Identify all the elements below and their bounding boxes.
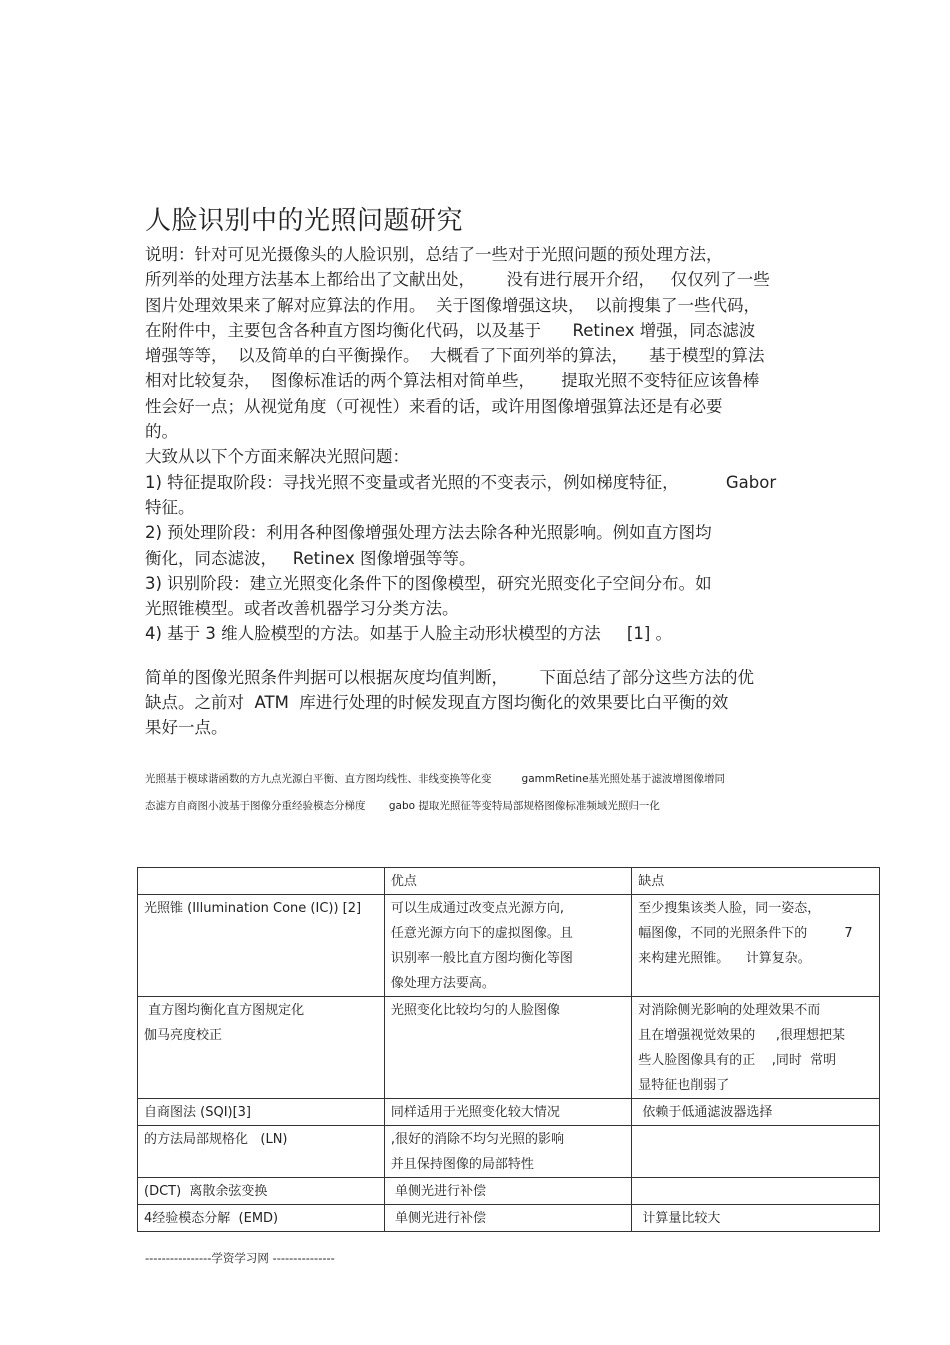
paragraph-line: 缺点。之前对 ATM 库进行处理的时候发现直方图均衡化的效果要比白平衡的效 <box>145 693 729 713</box>
paragraph-line: 性会好一点；从视觉角度（可视性）来看的话，或许用图像增强算法还是有必要 <box>145 396 723 416</box>
method-cell <box>138 997 385 1099</box>
paragraph-line: 大致从以下个方面来解决光照问题： <box>145 447 409 467</box>
document-title: 人脸识别中的光照问题研究 <box>145 206 464 236</box>
cell-line: 同样适用于光照变化较大情况 <box>390 1105 560 1120</box>
table-row <box>138 997 880 1099</box>
cell-line: 伽马亮度校正 <box>144 1028 223 1043</box>
cons-cell <box>632 1178 880 1205</box>
cell-line: 任意光源方向下的虚拟图像。且 <box>390 926 573 941</box>
keyword-line: 光照基于模球谐函数的方九点光源白平衡、直方图均线性、非线变换等化变 gammRetine基光照处基于滤波增图像增同 <box>145 773 726 785</box>
list-item-line: 衡化，同态滤波， Retinex 图像增强等等。 <box>145 548 476 568</box>
cell-line: (DCT) 离散余弦变换 <box>144 1184 268 1199</box>
method-cell <box>138 1205 385 1232</box>
pros-cell <box>384 1099 631 1126</box>
cell-line: 的方法局部规格化 (LN) <box>144 1132 288 1147</box>
paragraph-line: 的。 <box>145 422 178 442</box>
cons-cell <box>632 1126 880 1178</box>
paragraph-line: 果好一点。 <box>145 718 228 738</box>
header-label: 优点 <box>390 874 417 889</box>
method-keywords <box>145 766 825 820</box>
cell-line: 幅图像，不同的光照条件下的 7 <box>638 926 853 941</box>
cell-line: 并且保持图像的局部特性 <box>390 1157 534 1172</box>
cell-line: 自商图法 (SQI)[3] <box>144 1105 252 1120</box>
list-item-line: 4) 基于 3 维人脸模型的方法。如基于人脸主动形状模型的方法 [1] 。 <box>145 624 673 644</box>
list-item-line: 1) 特征提取阶段：寻找光照不变量或者光照的不变表示，例如梯度特征， Gabor <box>145 472 777 492</box>
cell-line: 单侧光进行补偿 <box>390 1184 486 1199</box>
cons-cell <box>632 1205 880 1232</box>
footer-watermark: ----------------学资学习网 --------------- <box>145 1251 335 1265</box>
paragraph-line: 说明：针对可见光摄像头的人脸识别，总结了一些对于光照问题的预处理方法， <box>145 245 723 264</box>
list-item-line: 特征。 <box>145 497 195 517</box>
list-item-line: 光照锥模型。或者改善机器学习分类方法。 <box>145 599 459 619</box>
cell-line: 光照锥 (Illumination Cone (IC)) [2] <box>144 901 362 916</box>
keyword-line: 态滤方自商图小波基于图像分重经验模态分梯度 gabo 提取光照征等变特局部规格图像标准频域光照归一化 <box>145 800 660 812</box>
method-cell <box>138 1099 385 1126</box>
pros-cell <box>384 1205 631 1232</box>
cell-line: ,很好的消除不均匀光照的影响 <box>390 1132 564 1147</box>
body-text <box>145 242 815 741</box>
cell-line: 依赖于低通滤波器选择 <box>638 1105 773 1120</box>
cell-line: 对消除侧光影响的处理效果不而 <box>638 1003 821 1018</box>
table-header-row <box>138 868 880 895</box>
paragraph-line: 相对比较复杂， 图像标准话的两个算法相对简单些， 提取光照不变特征应该鲁棒 <box>145 371 760 391</box>
table-row <box>138 895 880 997</box>
cell-line: 直方图均衡化直方图规定化 <box>144 1003 305 1018</box>
header-cell <box>632 868 880 895</box>
table-row <box>138 1099 880 1126</box>
cons-cell <box>632 895 880 997</box>
pros-cell <box>384 1178 631 1205</box>
pros-cell <box>384 997 631 1099</box>
paragraph-line: 简单的图像光照条件判据可以根据灰度均值判断， 下面总结了部分这些方法的优 <box>145 667 754 687</box>
header-label: 缺点 <box>638 874 665 889</box>
paragraph-line: 图片处理效果来了解对应算法的作用。 关于图像增强这块， 以前搜集了一些代码， <box>145 295 760 315</box>
paragraph-line: 在附件中，主要包含各种直方图均衡化代码，以及基于 Retinex 增强，同态滤波 <box>145 320 756 340</box>
comparison-table <box>137 867 880 1232</box>
cell-line: 至少搜集该类人脸，同一姿态， <box>638 901 821 916</box>
table-row <box>138 1126 880 1178</box>
cell-line: 可以生成通过改变点光源方向, <box>390 901 564 916</box>
paragraph-line: 所列举的处理方法基本上都给出了文献出处， 没有进行展开介绍， 仅仅列了一些 <box>145 270 770 290</box>
table-row <box>138 1178 880 1205</box>
header-cell <box>384 868 631 895</box>
cell-line: 且在增强视觉效果的 ,很理想把某 <box>638 1028 846 1043</box>
cons-cell <box>632 997 880 1099</box>
method-cell <box>138 1178 385 1205</box>
cell-line: 些人脸图像具有的正 ,同时 常明 <box>638 1053 837 1068</box>
pros-cell <box>384 1126 631 1178</box>
method-cell <box>138 895 385 997</box>
cell-line: 显特征也削弱了 <box>638 1078 730 1093</box>
cell-line: 像处理方法要高。 <box>390 976 495 991</box>
paragraph-line: 增强等等， 以及简单的白平衡操作。 大概看了下面列举的算法， 基于模型的算法 <box>145 346 765 366</box>
pros-cell <box>384 895 631 997</box>
header-cell <box>138 868 385 895</box>
cell-line: 识别率一般比直方图均衡化等图 <box>390 951 573 966</box>
cell-line: 单侧光进行补偿 <box>390 1211 486 1226</box>
cell-line: 光照变化比较均匀的人脸图像 <box>390 1003 560 1018</box>
method-cell <box>138 1126 385 1178</box>
table-row <box>138 1205 880 1232</box>
cons-cell <box>632 1099 880 1126</box>
list-item-line: 3) 识别阶段：建立光照变化条件下的图像模型，研究光照变化子空间分布。如 <box>145 573 712 593</box>
paragraph-spacer <box>145 647 815 665</box>
list-item-line: 2) 预处理阶段：利用各种图像增强处理方法去除各种光照影响。例如直方图均 <box>145 523 712 543</box>
cell-line: 计算量比较大 <box>638 1211 721 1226</box>
cell-line: 来构建光照锥。 计算复杂。 <box>638 951 811 966</box>
cell-line: 4经验模态分解 (EMD) <box>144 1211 279 1226</box>
